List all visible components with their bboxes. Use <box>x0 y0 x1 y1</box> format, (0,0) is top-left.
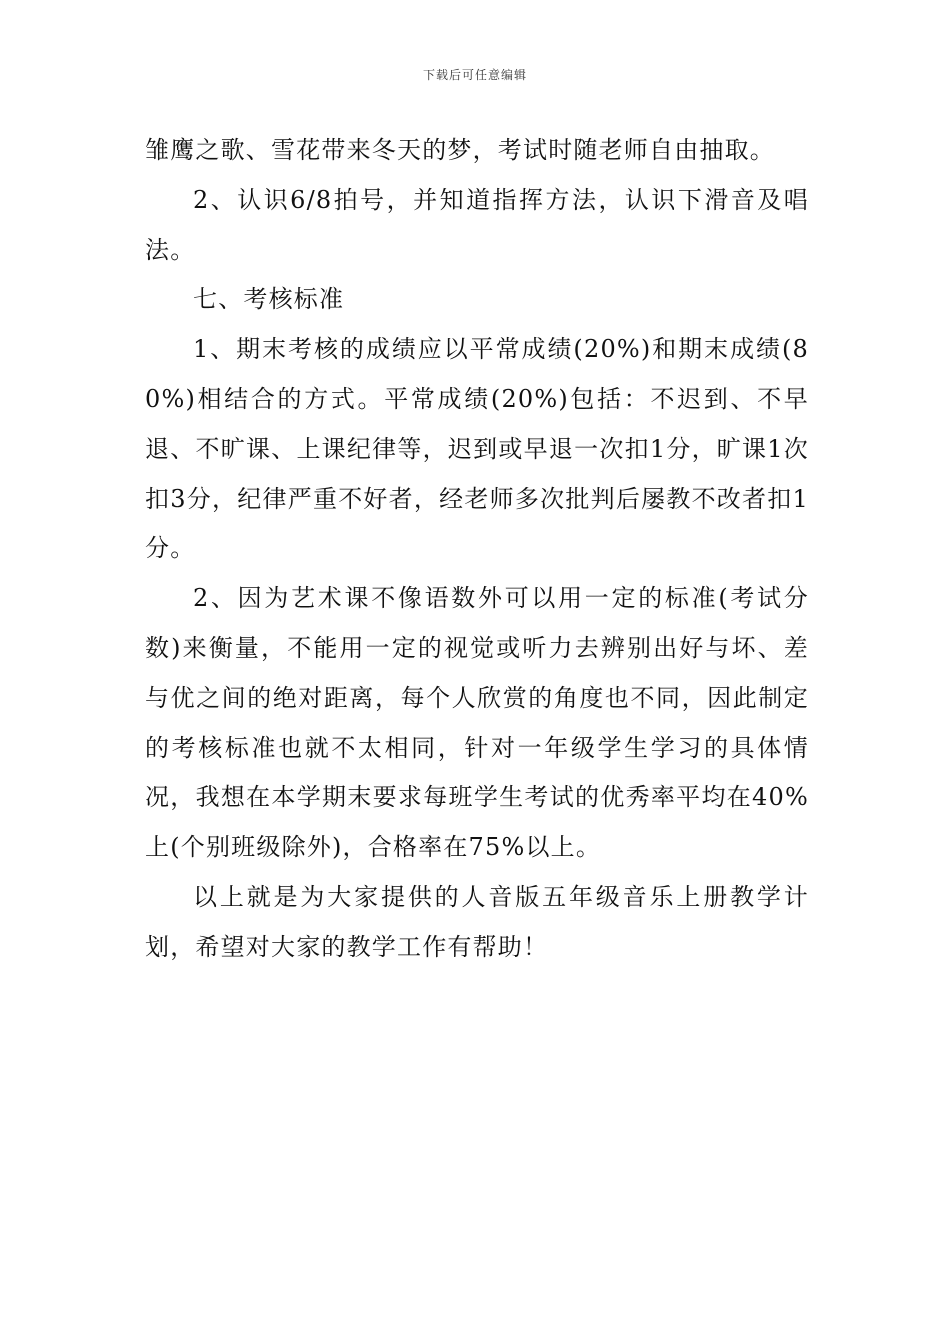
page-header: 下载后可任意编辑 <box>422 68 527 82</box>
paragraph-assessment-1: 1、期末考核的成绩应以平常成绩(20%)和期末成绩(80%)相结合的方式。平常成绩(20%)包括：不迟到、不早退、不旷课、上课纪律等，迟到或早退一次扣1分，旷课1次扣3分，纪律严重不好者，经老师多次批判后屡教不改者扣1分。 <box>145 335 809 563</box>
section-heading-assessment: 七、考核标准 <box>193 285 345 314</box>
document-body <box>145 126 809 973</box>
paragraph-assessment-2: 2、因为艺术课不像语数外可以用一定的标准(考试分数)来衡量，不能用一定的视觉或听力去辨别出好与坏、差与优之间的绝对距离，每个人欣赏的角度也不同，因此制定的考核标准也就不太相同，针对一年级学生学习的具体情况，我想在本学期末要求每班学生考试的优秀率平均在40%上(个别班级除外)，合格率在75%以上。 <box>145 584 809 862</box>
paragraph-closing: 以上就是为大家提供的人音版五年级音乐上册教学计划，希望对大家的教学工作有帮助！ <box>145 882 809 961</box>
paragraph-item-2-meter: 2、认识6/8拍号，并知道指挥方法，认识下滑音及唱法。 <box>145 185 809 264</box>
paragraph-continuation: 雏鹰之歌、雪花带来冬天的梦，考试时随老师自由抽取。 <box>145 136 775 164</box>
